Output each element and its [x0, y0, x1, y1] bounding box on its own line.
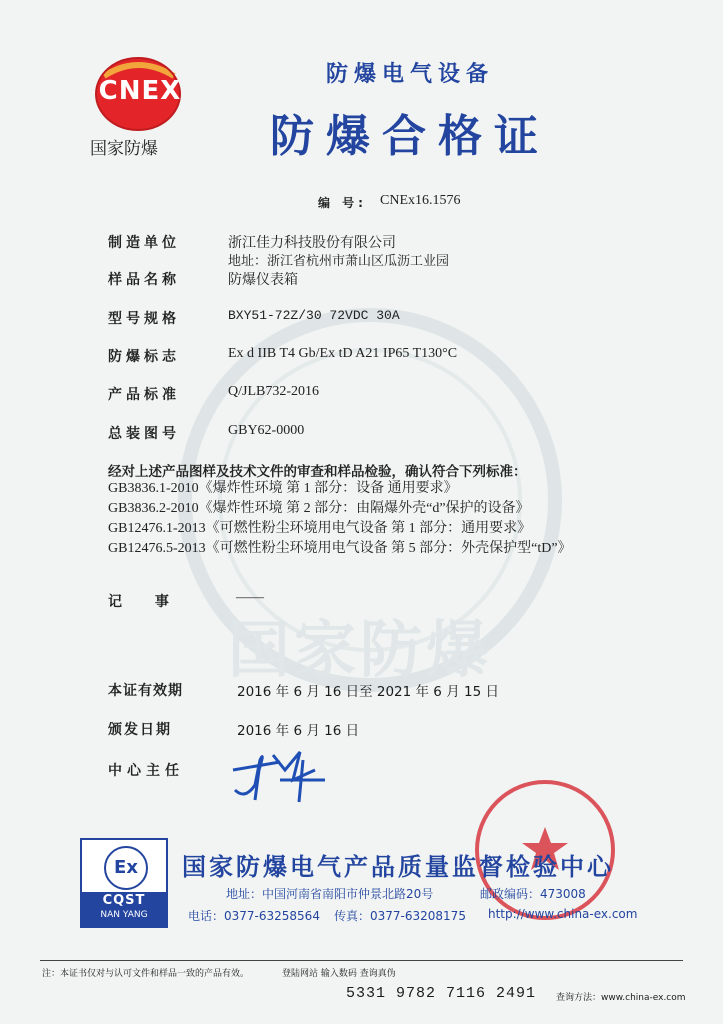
model-label: 型号规格: [108, 311, 180, 327]
drawing-value: GBY62-0000: [228, 423, 305, 438]
center-fax: 传真：0377-63208175: [334, 909, 466, 923]
model-value: BXY51-72Z/30 72VDC 30A: [228, 308, 400, 323]
center-address: 地址：中国河南省南阳市仲景北路20号: [226, 887, 434, 901]
cnex-logo-subtitle: 国家防爆: [90, 139, 158, 159]
product-label: 样品名称: [108, 272, 180, 288]
product-value: 防爆仪表箱: [228, 273, 298, 288]
query-hint: 登陆网站 输入数码 查询真伪: [282, 969, 396, 979]
standard-line: GB12476.1-2013《可燃性粉尘环境用电气设备 第 1 部分：通用要求》: [108, 521, 532, 536]
title-small: 防爆电气设备: [325, 62, 494, 87]
issue-date-label: 颁发日期: [108, 722, 172, 738]
cert-no-label: 编 号:: [318, 196, 367, 210]
manufacturer-value: 浙江佳力科技股份有限公司: [228, 236, 396, 251]
query-url[interactable]: 查询方法：www.china-ex.com: [556, 993, 686, 1003]
standard-label: 产品标准: [108, 387, 180, 403]
manufacturer-label: 制造单位: [108, 235, 180, 251]
notes-value: ——: [236, 590, 264, 605]
notes-label: 记 事: [108, 594, 183, 610]
ex-mark-icon: Ex: [114, 857, 138, 878]
bottom-divider: [40, 960, 683, 961]
watermark-text: 国家防爆: [228, 613, 493, 686]
center-website[interactable]: http://www.china-ex.com: [488, 907, 638, 921]
issue-date-value: 2016 年 6 月 16 日: [237, 723, 360, 739]
manufacturer-address: 地址：浙江省杭州市萧山区瓜沥工业园: [228, 253, 450, 268]
validity-label: 本证有效期: [108, 683, 183, 699]
ex-mark-value: Ex d IIB T4 Gb/Ex tD A21 IP65 T130°C: [228, 346, 458, 361]
center-phone: 电话：0377-63258564: [188, 909, 320, 923]
standard-value: Q/JLB732-2016: [228, 384, 319, 399]
title-large: 防爆合格证: [270, 111, 550, 162]
conclusion-intro: 经对上述产品图样及技术文件的审查和样品检验，确认符合下列标准：: [108, 464, 527, 480]
standard-line: GB3836.1-2010《爆炸性环境 第 1 部分：设备 通用要求》: [108, 481, 458, 496]
verification-code: 5331 9782 7116 2491: [346, 985, 537, 1002]
cnex-logo-text: CNEX: [98, 76, 182, 106]
cqst-name: CQST: [102, 893, 146, 908]
director-label: 中心主任: [108, 763, 184, 779]
validity-value: 2016 年 6 月 16 日至 2021 年 6 月 15 日: [237, 684, 499, 700]
cqst-city: NAN YANG: [100, 910, 148, 920]
director-signature: [225, 740, 335, 810]
cert-no-value: CNEx16.1576: [380, 193, 461, 208]
center-name: 国家防爆电气产品质量监督检验中心: [182, 853, 614, 881]
standard-line: GB12476.5-2013《可燃性粉尘环境用电气设备 第 5 部分：外壳保护型“tD”》: [108, 541, 572, 556]
center-postcode: 邮政编码：473008: [480, 887, 586, 901]
drawing-label: 总装图号: [108, 426, 180, 442]
cqst-logo: [80, 838, 168, 928]
ex-mark-label: 防爆标志: [108, 349, 180, 365]
cnex-logo: [80, 54, 200, 164]
standard-line: GB3836.2-2010《爆炸性环境 第 2 部分：由隔爆外壳“d”保护的设备》: [108, 501, 530, 516]
bottom-note: 注：本证书仅对与认可文件和样品一致的产品有效。: [42, 969, 250, 979]
